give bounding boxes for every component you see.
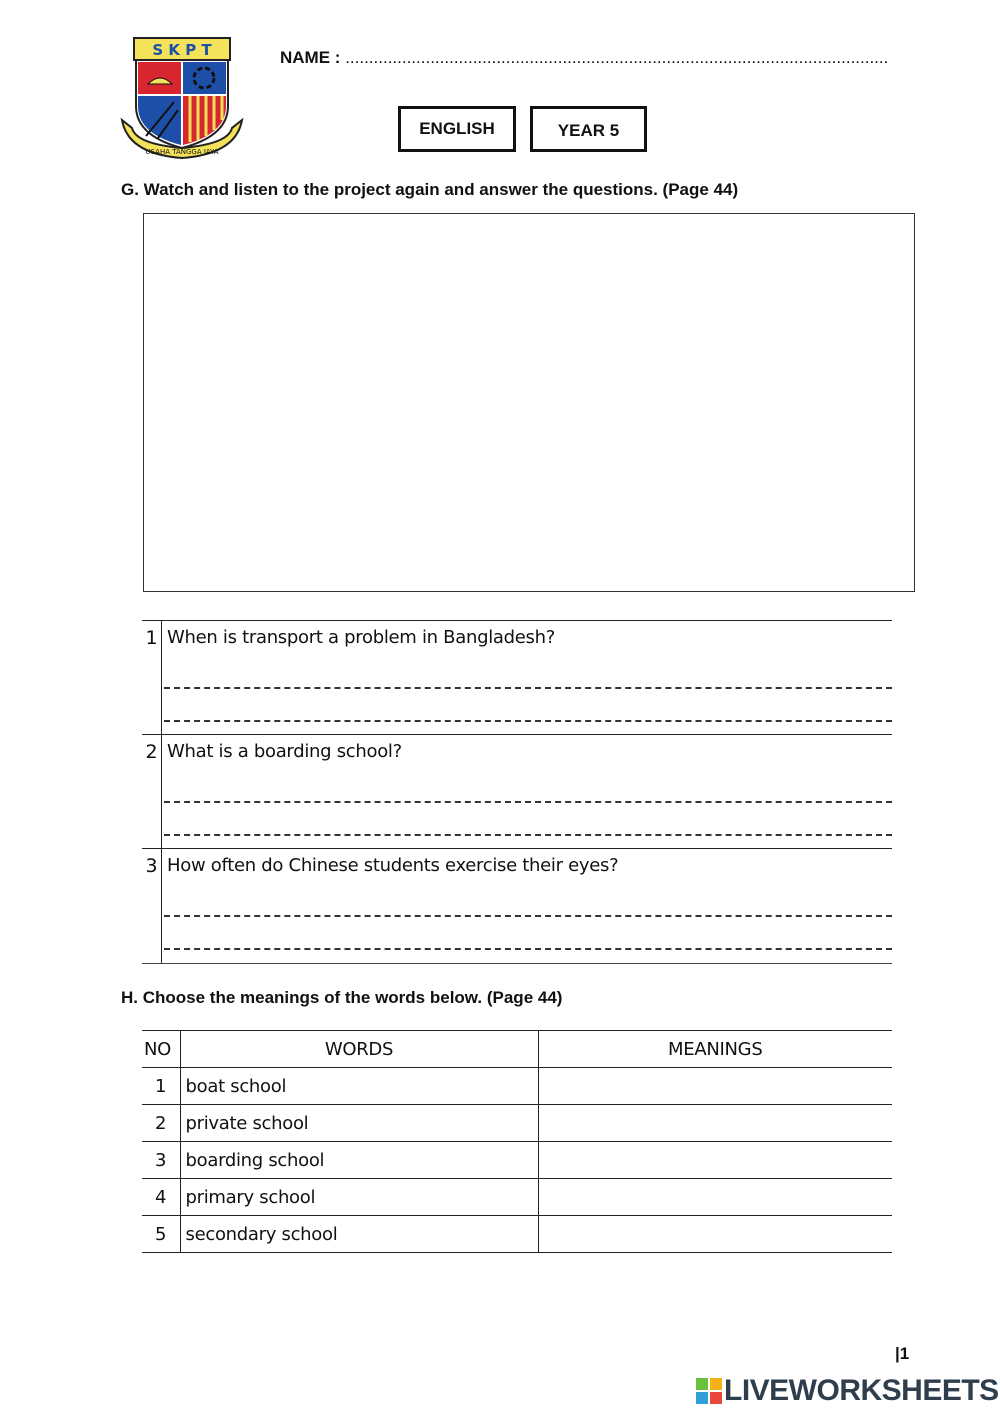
answer-line[interactable] bbox=[164, 915, 892, 917]
question-row bbox=[142, 621, 892, 735]
meaning-drop-cell[interactable] bbox=[538, 1216, 892, 1253]
table-row bbox=[142, 1142, 892, 1179]
row-number: 4 bbox=[142, 1179, 180, 1216]
answer-line[interactable] bbox=[164, 720, 892, 722]
row-number: 1 bbox=[142, 1068, 180, 1105]
answer-line[interactable] bbox=[164, 801, 892, 803]
liveworksheets-badge-icon bbox=[696, 1378, 722, 1404]
question-text: How often do Chinese students exercise their eyes? bbox=[167, 855, 619, 876]
year-box: YEAR 5 bbox=[530, 106, 647, 152]
logo-initials: S K P T bbox=[152, 41, 212, 59]
subject-box: ENGLISH bbox=[398, 106, 516, 152]
row-word: private school bbox=[180, 1105, 538, 1142]
question-text: What is a boarding school? bbox=[167, 741, 402, 762]
meaning-drop-cell[interactable] bbox=[538, 1142, 892, 1179]
table-row bbox=[142, 1068, 892, 1105]
answer-line[interactable] bbox=[164, 834, 892, 836]
meaning-drop-cell[interactable] bbox=[538, 1179, 892, 1216]
meaning-drop-cell[interactable] bbox=[538, 1068, 892, 1105]
question-number: 3 bbox=[142, 849, 162, 963]
answer-line[interactable] bbox=[164, 687, 892, 689]
section-h-title: H. Choose the meanings of the words below. (Page 44) bbox=[121, 988, 563, 1007]
question-number: 2 bbox=[142, 735, 162, 848]
header-words: WORDS bbox=[180, 1031, 538, 1068]
video-embed-area[interactable] bbox=[143, 213, 915, 592]
questions-table bbox=[142, 620, 892, 964]
name-dots: ................................................................................................................... bbox=[345, 48, 889, 67]
row-number: 3 bbox=[142, 1142, 180, 1179]
row-word: boat school bbox=[180, 1068, 538, 1105]
table-row bbox=[142, 1216, 892, 1253]
header-no: NO bbox=[142, 1031, 180, 1068]
answer-line[interactable] bbox=[164, 948, 892, 950]
question-text: When is transport a problem in Bangladesh? bbox=[167, 627, 555, 648]
row-word: primary school bbox=[180, 1179, 538, 1216]
row-word: secondary school bbox=[180, 1216, 538, 1253]
table-row bbox=[142, 1179, 892, 1216]
row-number: 2 bbox=[142, 1105, 180, 1142]
meaning-drop-cell[interactable] bbox=[538, 1105, 892, 1142]
question-row bbox=[142, 735, 892, 849]
school-crest-logo bbox=[118, 36, 246, 160]
header-meanings: MEANINGS bbox=[538, 1031, 892, 1068]
row-number: 5 bbox=[142, 1216, 180, 1253]
page-number: |1 bbox=[895, 1344, 910, 1363]
word-meanings-table bbox=[142, 1030, 892, 1253]
row-word: boarding school bbox=[180, 1142, 538, 1179]
section-g-title: G. Watch and listen to the project again and answer the questions. (Page 44) bbox=[121, 180, 739, 199]
question-number: 1 bbox=[142, 621, 162, 734]
name-field[interactable] bbox=[280, 48, 888, 68]
brand-name: LIVEWORKSHEETS bbox=[724, 1374, 999, 1407]
logo-motto: USAHA TANGGA JAYA bbox=[145, 148, 219, 156]
table-row bbox=[142, 1105, 892, 1142]
name-label: NAME : bbox=[280, 48, 341, 67]
table-header-row bbox=[142, 1031, 892, 1068]
liveworksheets-logo bbox=[696, 1374, 999, 1408]
question-row bbox=[142, 849, 892, 964]
